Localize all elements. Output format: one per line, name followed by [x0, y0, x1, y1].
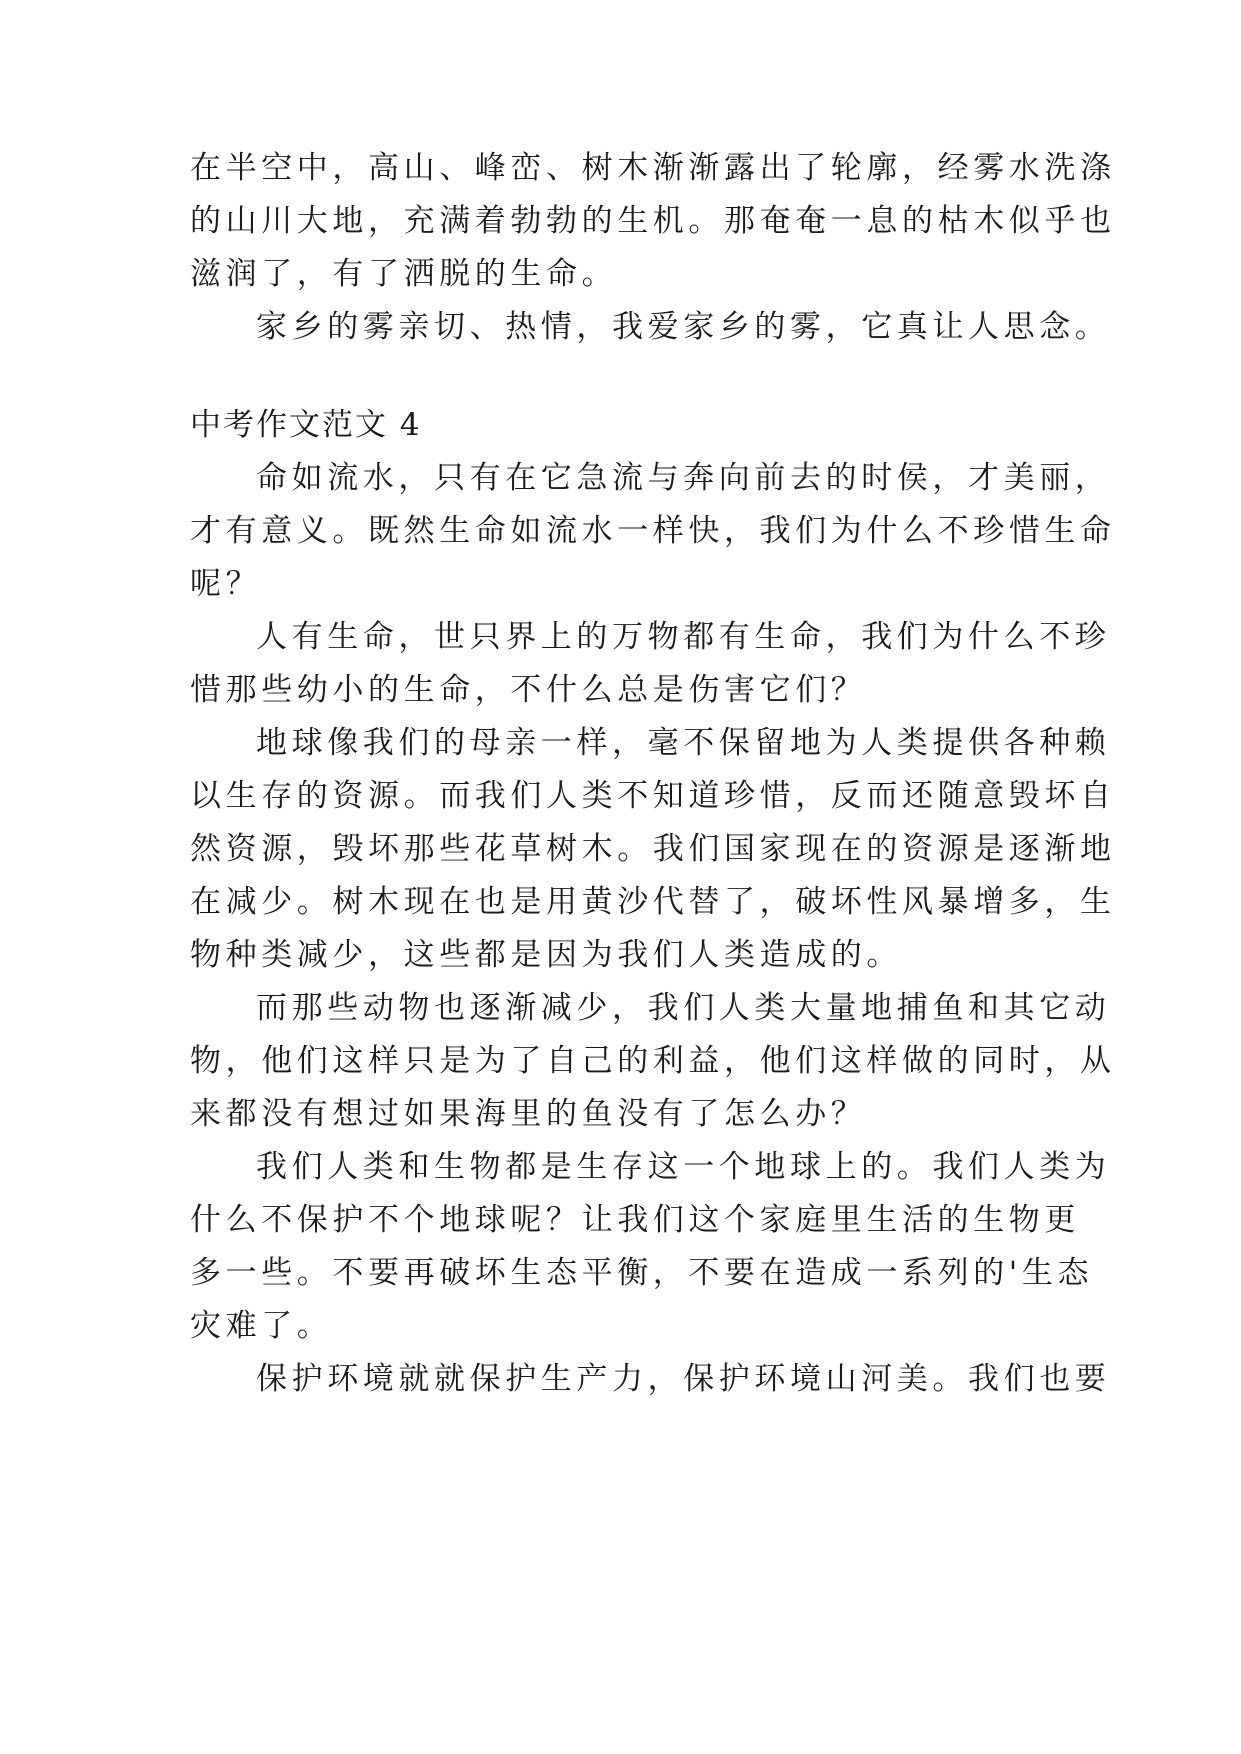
text-line: 保护环境就就保护生产力，保护环境山河美。我们也要 — [256, 1361, 1111, 1397]
text-line: 以生存的资源。而我们人类不知道珍惜，反而还随意毁坏自 — [190, 778, 1116, 814]
text-line: 呢？ — [190, 566, 262, 602]
text-line: 在减少。树木现在也是用黄沙代替了，破坏性风暴增多，生 — [190, 884, 1116, 920]
text-line: 滋润了，有了洒脱的生命。 — [190, 256, 618, 292]
text-line: 而那些动物也逐渐减少，我们人类大量地捕鱼和其它动 — [256, 990, 1111, 1026]
text-line: 才有意义。既然生命如流水一样快，我们为什么不珍惜生命 — [190, 513, 1116, 549]
text-line: 物，他们这样只是为了自己的利益，他们这样做的同时，从 — [190, 1043, 1116, 1079]
text-line: 惜那些幼小的生命，不什么总是伤害它们？ — [190, 672, 867, 708]
text-line: 多一些。不要再破坏生态平衡，不要在造成一系列的'生态 — [190, 1255, 1094, 1291]
text-line: 物种类减少，这些都是因为我们人类造成的。 — [190, 937, 902, 973]
text-line: 什么不保护不个地球呢？让我们这个家庭里生活的生物更 — [190, 1202, 1080, 1238]
text-line: 在半空中，高山、峰峦、树木渐渐露出了轮廓，经雾水洗涤 — [190, 150, 1116, 186]
text-line: 的山川大地，充满着勃勃的生机。那奄奄一息的枯木似乎也 — [190, 203, 1116, 239]
text-line: 人有生命，世只界上的万物都有生命，我们为什么不珍 — [256, 619, 1111, 655]
text-line: 命如流水，只有在它急流与奔向前去的时侯，才美丽， — [256, 460, 1111, 496]
section-heading: 中考作文范文 4 — [190, 407, 422, 443]
text-line: 然资源，毁坏那些花草树木。我们国家现在的资源是逐渐地 — [190, 831, 1116, 867]
text-line: 地球像我们的母亲一样，毫不保留地为人类提供各种赖 — [256, 725, 1111, 761]
text-line: 家乡的雾亲切、热情，我爱家乡的雾，它真让人思念。 — [256, 309, 1111, 345]
text-line: 来都没有想过如果海里的鱼没有了怎么办？ — [190, 1096, 867, 1132]
text-line: 灾难了。 — [190, 1308, 333, 1344]
text-line: 我们人类和生物都是生存这一个地球上的。我们人类为 — [256, 1149, 1111, 1185]
